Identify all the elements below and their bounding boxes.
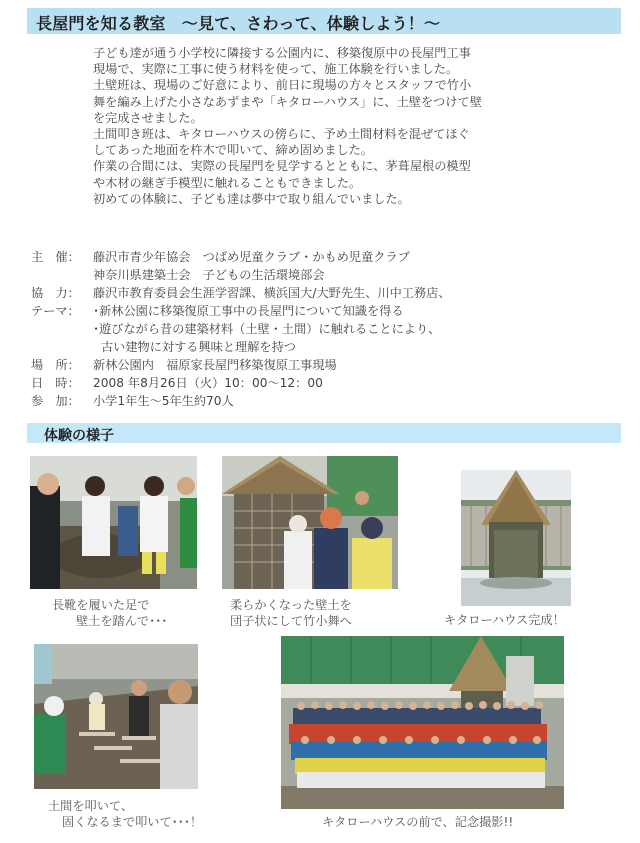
caption-photo-3: キタローハウス完成！	[444, 613, 565, 627]
intro-line: 舞を編み上げた小さなあずまや「キタローハウス」に、土壁をつけて壁	[93, 94, 482, 109]
intro-line: 初めての体験に、子ども達は夢中で取り組んでいました。	[93, 191, 410, 206]
info-label: 主 催：	[31, 250, 80, 264]
info-value: 藤沢市青少年協会 つばめ児童クラブ・かもめ児童クラブ	[93, 250, 410, 264]
intro-line: を完成させました。	[93, 110, 203, 125]
intro-line: 子ども達が通う小学校に隣接する公園内に、移築復原中の長屋門工事	[93, 46, 471, 60]
section-bar	[27, 423, 621, 443]
intro-line: 土間叩き班は、キタローハウスの傍らに、予め土間材料を混ぜてほぐ	[93, 127, 470, 142]
info-value: 小学1年生～5年生約70人	[93, 394, 234, 408]
info-value: 神奈川県建築士会 子どもの生活環境部会	[93, 268, 325, 282]
info-value: 古い建物に対する興味と理解を持つ	[101, 340, 296, 354]
photo-clay-on-bamboo	[222, 456, 398, 589]
photo-pounding-floor	[34, 644, 198, 789]
info-label: 参 加：	[31, 394, 80, 408]
caption-photo-2-line-2: 団子状にして竹小舞へ	[230, 614, 352, 628]
info-label: 協 力：	[31, 286, 80, 300]
intro-line: や木材の継ぎ手模型に触れることもできました。	[93, 175, 362, 190]
caption-photo-2-line-1: 柔らかくなった壁土を	[230, 598, 352, 612]
intro-line: してあった地面を杵木で叩いて、締め固めました。	[93, 143, 373, 158]
info-label: テーマ：	[31, 304, 80, 318]
info-value: 新林公園内 福原家長屋門移築復原工事現場	[93, 358, 337, 372]
intro-line: 土壁班は、現場のご好意により、前日に現場の方々とスタッフで竹小	[93, 78, 472, 93]
info-label: 場 所：	[31, 358, 80, 372]
page-title: 長屋門を知る教室 ～見て、さわって、体験しよう！～	[36, 14, 441, 33]
photo-kitaro-house	[461, 470, 571, 606]
info-value: ･遊びながら昔の建築材料（土壁・土間）に触れることにより、	[93, 322, 441, 336]
intro-line: 現場で、実際に工事に使う材料を使って、施工体験を行いました。	[93, 62, 459, 77]
photo-stomping-clay	[30, 456, 197, 589]
photo-group-commemorative	[281, 636, 564, 809]
info-label: 日 時：	[31, 376, 80, 390]
intro-line: 作業の合間には、実際の長屋門を見学するとともに、茅葺屋根の模型	[93, 159, 471, 174]
intro-text	[93, 45, 563, 207]
info-value: ･新林公園に移築復原工事中の長屋門について知識を得る	[93, 304, 404, 318]
section-title: 体験の様子	[44, 428, 114, 444]
info-value: 2008 年8月26日（火）10：00～12：00	[93, 376, 323, 390]
caption-photo-1-line-2: 壁土を踏んで･･･	[76, 614, 168, 628]
info-value: 藤沢市教育委員会生涯学習課、横浜国大/大野先生、川中工務店、	[93, 286, 451, 300]
caption-photo-4-line-2: 固くなるまで叩いて･･･！	[62, 815, 203, 829]
caption-photo-4-line-1: 土間を叩いて、	[48, 799, 134, 813]
caption-photo-5: キタローハウスの前で、記念撮影!!	[322, 815, 514, 829]
caption-photo-1-line-1: 長靴を履いた足で	[52, 598, 150, 612]
